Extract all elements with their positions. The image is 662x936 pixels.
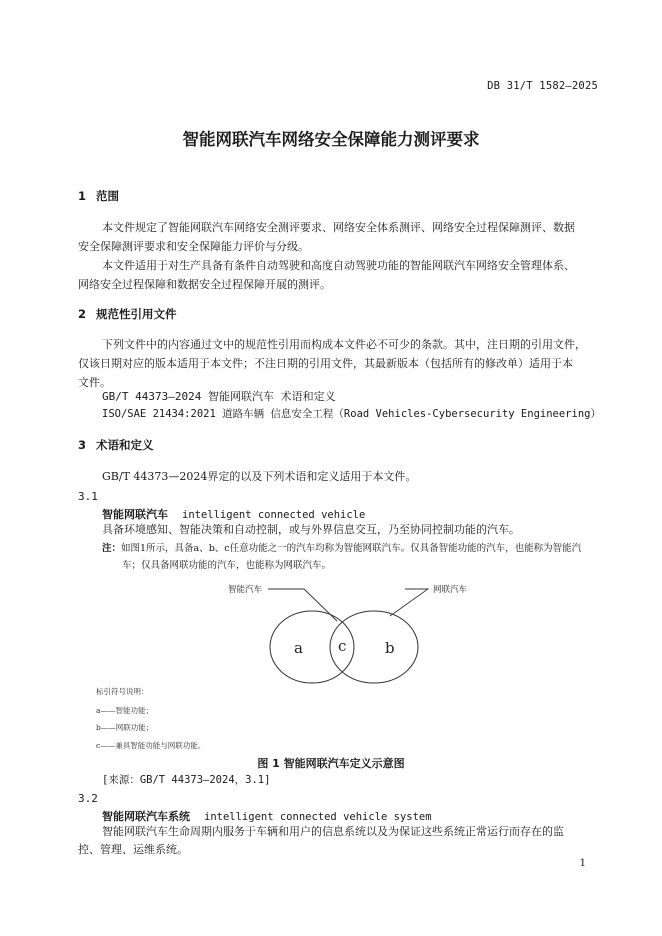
note-label: 注： — [102, 543, 122, 554]
figure-caption: 图 1 智能网联汽车定义示意图 — [257, 757, 405, 770]
figure-key-b: b——网联功能； — [96, 723, 154, 732]
region-a-label: a — [294, 639, 303, 657]
figure-label-intelligent: 智能汽车 — [228, 585, 263, 595]
leader-line-right — [390, 589, 428, 616]
standard-number: DB 31/T 1582—2025 — [487, 80, 598, 92]
venn-diagram — [210, 576, 480, 686]
section-1-p2-line2: 网络安全过程保障和数据安全过程保障开展的测评。 — [78, 278, 331, 291]
reference-1: GB/T 44373—2024 智能网联汽车 术语和定义 — [102, 390, 336, 403]
term-3-1-en: intelligent connected vehicle — [182, 509, 366, 521]
reference-2: ISO/SAE 21434:2021 道路车辆 信息安全工程（Road Vehicles-Cybersecurity Engineering） — [102, 408, 601, 420]
term-3-2-en: intelligent connected vehicle system — [204, 811, 432, 823]
section-2-p1-line1: 下列文件中的内容通过文中的规范性引用而构成本文件必不可少的条款。其中，注日期的引用文件， — [102, 338, 586, 351]
section-2-heading — [78, 306, 177, 322]
section-1-p1-line1: 本文件规定了智能网联汽车网络安全测评要求、网络安全体系测评、网络安全过程保障测评、数据 — [102, 221, 575, 234]
section-1-heading — [78, 188, 119, 204]
term-3-2-def-line1: 智能网联汽车生命周期内服务于车辆和用户的信息系统以及为保证这些系统正常运行而存在的监 — [102, 825, 564, 838]
section-2-title: 规范性引用文件 — [96, 307, 177, 321]
section-2-number: 2 — [78, 307, 87, 321]
section-1-p2-line1: 本文件适用于对生产具备有条件自动驾驶和高度自动驾驶功能的智能网联汽车网络安全管理体系、 — [102, 259, 575, 272]
figure-label-connected: 网联汽车 — [433, 585, 468, 595]
leader-line-left — [268, 589, 337, 621]
region-c-label: c — [338, 637, 347, 655]
term-3-1-source: [来源：GB/T 44373—2024，3.1] — [102, 774, 271, 786]
figure-key-c: c——兼具智能功能与网联功能。 — [96, 741, 206, 750]
section-3-title: 术语和定义 — [96, 438, 154, 452]
term-3-2-zh: 智能网联汽车系统 — [102, 810, 190, 823]
term-3-1-definition: 具备环境感知、智能决策和自动控制，或与外界信息交互，乃至协同控制功能的汽车。 — [102, 523, 520, 536]
term-3-1-note-line1 — [102, 540, 581, 558]
term-3-2-def-line2: 控、管理、运维系统。 — [78, 843, 188, 856]
section-2-p1-line2: 仅该日期对应的版本适用于本文件；不注日期的引用文件，其最新版本（包括所有的修改单）适用于本 — [78, 357, 573, 370]
figure-key-a: a——智能功能； — [96, 706, 153, 715]
page-number: 1 — [579, 858, 586, 869]
section-3-heading — [78, 437, 154, 453]
term-3-1-note-line2: 车；仅具备网联功能的汽车，也能称为网联汽车。 — [122, 560, 332, 571]
section-3-number: 3 — [78, 438, 87, 452]
figure-key-title: 标引符号说明： — [96, 687, 149, 696]
section-1-number: 1 — [78, 189, 87, 203]
document-title: 智能网联汽车网络安全保障能力测评要求 — [182, 130, 480, 149]
section-2-p1-line3: 文件。 — [78, 376, 111, 389]
section-3-intro: GB/T 44373—2024界定的以及下列术语和定义适用于本文件。 — [102, 470, 417, 483]
region-b-label: b — [385, 639, 395, 657]
term-3-1-zh: 智能网联汽车 — [102, 508, 168, 521]
term-3-2-number: 3.2 — [78, 792, 98, 805]
term-3-1-number: 3.1 — [78, 490, 98, 503]
section-1-p1-line2: 安全保障测评要求和安全保障能力评价与分级。 — [78, 240, 309, 253]
section-1-title: 范围 — [96, 189, 119, 203]
note-text-1: 如图1所示，具备a、b、c任意功能之一的汽车均称为智能网联汽车。仅具备智能功能的汽车，也能称为智能汽 — [121, 543, 582, 554]
